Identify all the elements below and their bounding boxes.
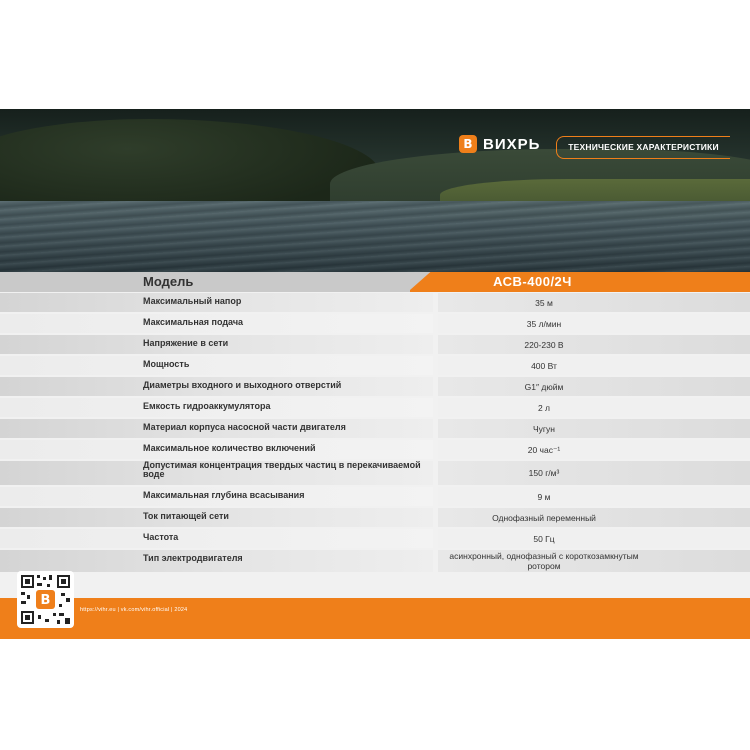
spec-row [0, 397, 750, 418]
spec-label: Максимальный напор [143, 296, 242, 306]
spec-label: Ток питающей сети [143, 511, 229, 521]
spec-row [0, 486, 750, 507]
spec-value: асинхронный, однофазный с короткозамкнутым ротором [449, 551, 639, 571]
qr-code-icon[interactable] [17, 571, 74, 628]
spec-row [0, 528, 750, 549]
brand-logo [459, 135, 540, 153]
spec-label: Частота [143, 532, 179, 542]
spec-value: 2 л [537, 402, 551, 413]
spec-row [0, 313, 750, 334]
spec-value: 35 м [535, 297, 553, 308]
vihr-logo-icon: B [459, 135, 477, 153]
spec-label: Допустимая концентрация твердых частиц в перекачиваемой воде [143, 460, 421, 479]
spec-row [0, 376, 750, 397]
spec-value: 400 Вт [531, 360, 557, 371]
svg-text:B: B [40, 593, 51, 608]
spec-row [0, 439, 750, 460]
spec-row [0, 418, 750, 439]
spec-value: G1″ дюйм [524, 381, 564, 392]
spec-label: Максимальная подача [143, 317, 244, 327]
spec-row [0, 549, 750, 573]
brand-name: ВИХРЬ [483, 135, 541, 153]
spec-label: Материал корпуса насосной части двигателя [143, 422, 346, 432]
river-banner-image [0, 109, 750, 272]
spec-value: Чугун [533, 423, 555, 434]
spec-label: Максимальное количество включений [143, 443, 316, 453]
spec-row [0, 355, 750, 376]
spec-label: Максимальная глубина всасывания [143, 490, 305, 500]
spec-row [0, 292, 750, 313]
model-value: АСВ-400/2Ч [493, 274, 572, 289]
spec-value: Однофазный переменный [492, 512, 596, 523]
spec-value: 20 час⁻¹ [527, 444, 561, 455]
spec-value: 220-230 В [524, 339, 564, 350]
footer-links[interactable]: https://vihr.eu | vk.com/vihr.official | 2024 [80, 607, 188, 613]
spec-label: Напряжение в сети [143, 338, 229, 348]
spec-label: Тип электродвигателя [143, 553, 243, 563]
section-title-tag: ТЕХНИЧЕСКИЕ ХАРАКТЕРИСТИКИ [556, 136, 730, 159]
spec-label: Диаметры входного и выходного отверстий [143, 380, 342, 390]
spec-label: Емкость гидроаккумулятора [143, 401, 271, 411]
spec-value: 9 м [537, 491, 551, 502]
spec-row [0, 334, 750, 355]
footer-bar [0, 598, 750, 639]
model-label: Модель [143, 274, 194, 289]
spec-value: 150 г/м³ [528, 468, 560, 478]
spec-label: Мощность [143, 359, 190, 369]
spec-value: 35 л/мин [526, 318, 562, 329]
spec-row [0, 507, 750, 528]
spec-value: 50 Гц [533, 533, 555, 544]
spec-row [0, 460, 750, 486]
spec-table [0, 292, 750, 573]
